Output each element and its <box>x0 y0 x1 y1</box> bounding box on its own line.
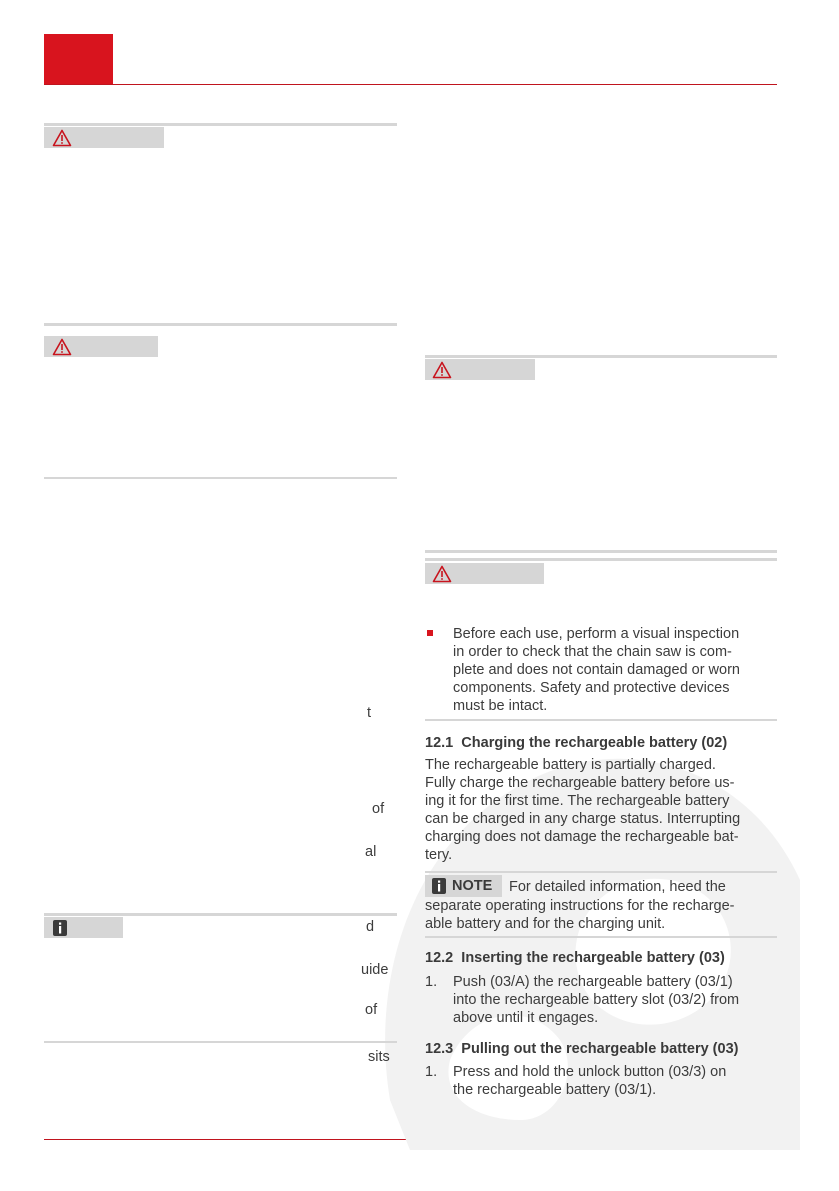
step-text <box>453 1063 783 1099</box>
section-12-1-body <box>425 756 780 864</box>
text-line: must be intact. <box>453 698 548 714</box>
text-line: plete and does not contain damaged or worn <box>453 662 740 678</box>
note-text <box>425 897 780 933</box>
text-line: The rechargeable battery is partially charged. <box>425 757 716 773</box>
bullet-text <box>453 625 783 715</box>
text-line: can be charged in any charge status. Interrupting <box>425 811 741 827</box>
text-line: ing it for the first time. The rechargeable battery <box>425 793 730 809</box>
section-number: 12.1 <box>425 735 454 751</box>
text-line: Push (03/A) the rechargeable battery (03/1) <box>453 974 733 990</box>
text-line: able battery and for the charging unit. <box>425 916 666 932</box>
text-line: in order to check that the chain saw is com- <box>453 644 732 660</box>
text-line: into the rechargeable battery slot (03/2) from <box>453 992 740 1008</box>
note-top-rule <box>425 871 777 873</box>
warning-triangle-icon <box>432 361 452 379</box>
warning-box-top-rule <box>425 550 777 553</box>
text-fragment: of <box>372 801 385 817</box>
section-divider <box>44 477 397 479</box>
warning-box-top-rule <box>425 355 777 358</box>
step-number: 1. <box>425 974 438 990</box>
text-fragment: of <box>365 1002 378 1018</box>
chapter-marker <box>44 34 113 85</box>
section-divider <box>425 719 777 721</box>
section-number: 12.2 <box>425 950 454 966</box>
text-fragment: sits <box>368 1049 390 1065</box>
warning-box-top-rule <box>425 558 777 561</box>
section-title: Pulling out the rechargeable battery (03) <box>461 1041 739 1057</box>
text-line: above until it engages. <box>453 1010 599 1026</box>
section-divider <box>44 1041 397 1043</box>
section-heading-12-3 <box>425 1041 738 1057</box>
step-text <box>453 973 783 1027</box>
warning-box-top-rule <box>44 123 397 126</box>
text-fragment: al <box>365 844 377 860</box>
note-box-top-rule <box>44 913 397 916</box>
info-icon <box>432 878 446 894</box>
text-fragment: t <box>367 705 372 721</box>
text-fragment: d <box>366 919 375 935</box>
text-line: tery. <box>425 847 453 863</box>
note-text-line: For detailed information, heed the <box>509 879 726 895</box>
text-line: Fully charge the rechargeable battery before us- <box>425 775 735 791</box>
section-title: Inserting the rechargeable battery (03) <box>461 950 725 966</box>
bullet-marker <box>427 630 433 636</box>
note-label: NOTE <box>452 878 493 894</box>
warning-triangle-icon <box>432 565 452 583</box>
info-icon <box>53 920 67 936</box>
step-number: 1. <box>425 1064 438 1080</box>
text-line: the rechargeable battery (03/1). <box>453 1082 657 1098</box>
text-line: Before each use, perform a visual inspection <box>453 626 740 642</box>
text-line: separate operating instructions for the recharge- <box>425 898 735 914</box>
section-number: 12.3 <box>425 1041 454 1057</box>
text-fragment: uide <box>361 962 389 978</box>
warning-triangle-icon <box>52 129 72 147</box>
text-line: charging does not damage the rechargeable bat- <box>425 829 739 845</box>
header-rule <box>44 84 777 85</box>
warning-triangle-icon <box>52 338 72 356</box>
note-bottom-rule <box>425 936 777 938</box>
text-line: components. Safety and protective devices <box>453 680 730 696</box>
text-line: Press and hold the unlock button (03/3) on <box>453 1064 727 1080</box>
warning-box-top-rule <box>44 323 397 326</box>
section-title: Charging the rechargeable battery (02) <box>461 735 728 751</box>
section-heading-12-2 <box>425 950 725 966</box>
section-heading-12-1 <box>425 735 727 751</box>
